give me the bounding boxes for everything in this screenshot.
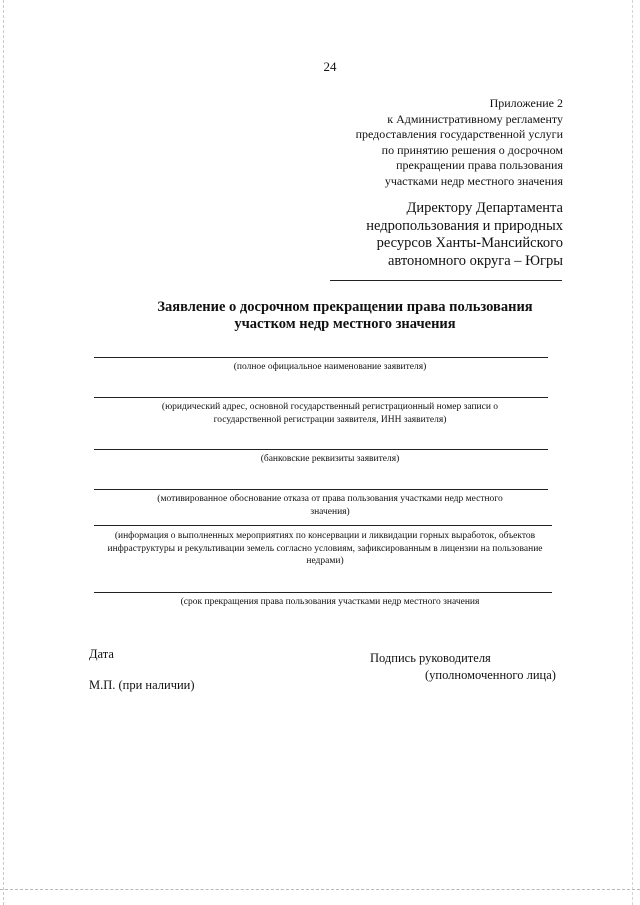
title-line: Заявление о досрочном прекращении права пользования: [157, 299, 533, 315]
justification-line[interactable]: [94, 489, 548, 490]
appendix-line: участками недр местного значения: [384, 173, 563, 188]
signature-label: Подпись руководителя: [370, 651, 491, 665]
appendix-line: к Административному регламенту: [387, 111, 563, 126]
termination-term-line[interactable]: [94, 592, 552, 593]
scan-edge-left: [3, 0, 5, 905]
addressee-line: ресурсов Ханты-Мансийского: [376, 235, 563, 251]
termination-term-caption: (срок прекращения права пользования участками недр местного значения: [180, 597, 480, 607]
addressee-line: автономного округа – Югры: [387, 252, 563, 269]
applicant-name-caption: (полное официальное наименование заявителя): [233, 362, 427, 372]
document-title: [100, 299, 590, 333]
appendix-header: [263, 96, 563, 189]
addressee-block: [263, 200, 563, 270]
legal-address-caption: (юридический адрес, основной государственный регистрационный номер записи о государственной регистрации заявителя, ИНН заявителя): [161, 402, 499, 425]
conservation-info-caption: (информация о выполненных мероприятиях по консервации и ликвидации горных выработок, объектов инфраструктуры и рекультивации земель согласно условиям, зафиксированным в лицензии на пользование недрами): [107, 531, 543, 566]
addressee-line: недропользования и природных: [366, 217, 563, 234]
appendix-line: по принятию решения о досрочном: [381, 142, 563, 157]
addressee-blank-line: [330, 280, 562, 281]
appendix-line: прекращении права пользования: [396, 158, 563, 172]
applicant-name-line[interactable]: [94, 357, 548, 358]
stamp-label: М.П. (при наличии): [89, 678, 195, 692]
title-line: участком недр местного значения: [234, 316, 456, 332]
addressee-line: Директору Департамента: [406, 200, 563, 216]
appendix-line: Приложение 2: [489, 96, 563, 110]
scan-edge-right: [632, 0, 634, 905]
date-label: Дата: [89, 647, 114, 661]
justification-caption: (мотивированное обоснование отказа от права пользования участками недр местного значения): [157, 494, 503, 517]
legal-address-line[interactable]: [94, 397, 548, 398]
signature-sublabel: (уполномоченного лица): [425, 668, 556, 682]
appendix-line: предоставления государственной услуги: [355, 127, 563, 141]
conservation-info-line[interactable]: [94, 525, 552, 526]
bank-details-line[interactable]: [94, 449, 548, 450]
scan-edge-bottom: [0, 889, 640, 891]
bank-details-caption: (банковские реквизиты заявителя): [260, 454, 400, 464]
page-number: 24: [323, 59, 337, 74]
